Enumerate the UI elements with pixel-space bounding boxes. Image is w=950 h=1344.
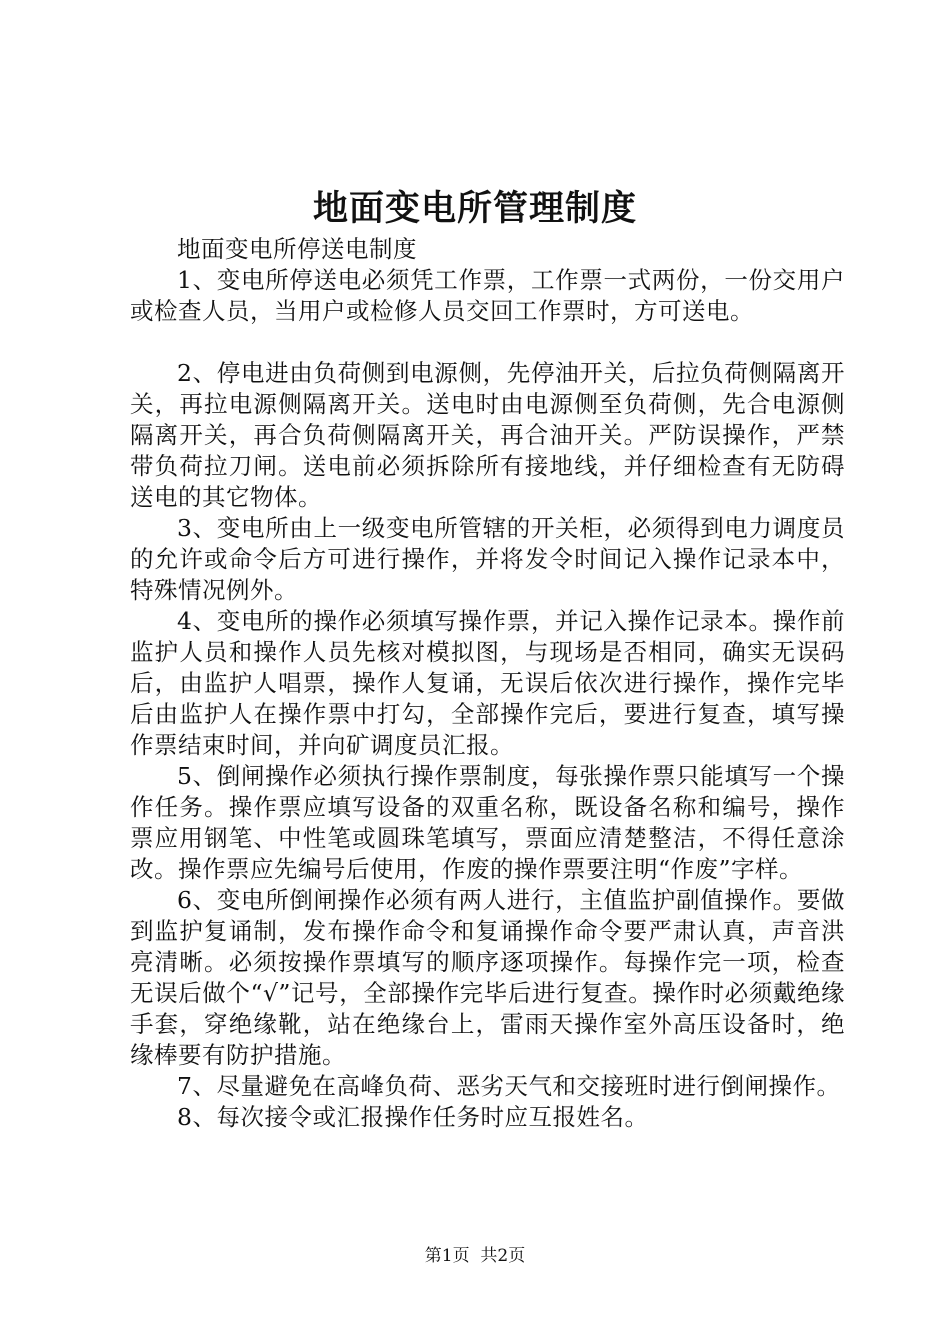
section-heading: 地面变电所停送电制度 — [177, 235, 417, 263]
page-total: 共2页 — [480, 1246, 526, 1266]
paragraph-4: 4、变电所的操作必须填写操作票，并记入操作记录本。操作前监护人员和操作人员先核对模拟图，与现场是否相同，确实无误码后，由监护人唱票，操作人复诵，无误后依次进行操作，操作完毕后由监护人在操作票中打勾，全部操作完后，要进行复查，填写操作票结束时间，并向矿调度员汇报。 — [130, 607, 845, 759]
paragraph-7: 7、尽量避免在高峰负荷、恶劣天气和交接班时进行倒闸操作。 — [177, 1072, 841, 1100]
page-number: 第1页 — [424, 1246, 470, 1266]
paragraph-3: 3、变电所由上一级变电所管辖的开关柜，必须得到电力调度员的允许或命令后方可进行操作，并将发令时间记入操作记录本中，特殊情况例外。 — [130, 514, 845, 604]
paragraph-6: 6、变电所倒闸操作必须有两人进行，主值监护副值操作。要做到监护复诵制，发布操作命令和复诵操作命令要严肃认真，声音洪亮清晰。必须按操作票填写的顺序逐项操作。每操作完一项，检查无误后做个“√”记号，全部操作完毕后进行复查。操作时必须戴绝缘手套，穿绝缘靴，站在绝缘台上，雷雨天操作室外高压设备时，绝缘棒要有防护措施。 — [130, 886, 845, 1069]
paragraph-1: 1、变电所停送电必须凭工作票，工作票一式两份，一份交用户或检查人员，当用户或检修人员交回工作票时，方可送电。 — [130, 266, 845, 325]
paragraph-5: 5、倒闸操作必须执行操作票制度，每张操作票只能填写一个操作任务。操作票应填写设备的双重名称，既设备名称和编号，操作票应用钢笔、中性笔或圆珠笔填写，票面应清楚整洁，不得任意涂改。操作票应先编号后使用，作废的操作票要注明“作废”字样。 — [130, 762, 845, 883]
document-body — [130, 234, 845, 1133]
paragraph-2: 2、停电进由负荷侧到电源侧，先停油开关，后拉负荷侧隔离开关，再拉电源侧隔离开关。送电时由电源侧至负荷侧，先合电源侧隔离开关，再合负荷侧隔离开关，再合油开关。严防误操作，严禁带负荷拉刀闸。送电前必须拆除所有接地线，并仔细检查有无防碍送电的其它物体。 — [130, 359, 845, 511]
document-title: 地面变电所管理制度 — [312, 188, 637, 229]
paragraph-8: 8、每次接令或汇报操作任务时应互报姓名。 — [177, 1103, 649, 1131]
page-footer — [0, 1244, 950, 1268]
